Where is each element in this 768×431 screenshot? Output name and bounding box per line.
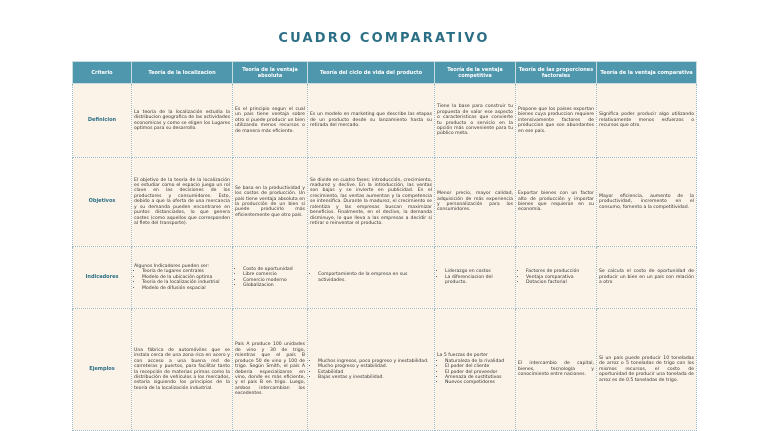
- cell-intro: La 5 fuerzas de porter: [437, 353, 488, 359]
- table-cell: [233, 158, 308, 247]
- table-cell: [435, 247, 516, 309]
- cell-text: Es un modelo en marketing que describe las etapas de un producto desde su lanzamiento hasta su retirada del mercado.: [310, 112, 432, 129]
- cell-text: Se calcula el costo de oportunidad de producir un bien en un país con relación a otro: [599, 269, 694, 286]
- list-item: • Liderazgo en costos: [445, 269, 513, 274]
- table-cell: [516, 247, 597, 309]
- header-localizacion: Teoría de la localizacion: [132, 62, 233, 84]
- table-row: [73, 309, 697, 431]
- list-item: • Globalizacion: [243, 283, 305, 288]
- table-cell: [597, 84, 697, 158]
- bullet-list: [518, 269, 594, 285]
- list-item: • Teoria de la localización industrial: [142, 280, 230, 285]
- table-cell: [435, 309, 516, 431]
- bullet-list: [310, 272, 432, 283]
- cell-text: Significa poder producir algo utilizando relativamente menos esfuerzos o recursos que otro.: [599, 112, 694, 129]
- cell-text: Se basa en la productividad y los costos de producción. Un país tiene ventaja absoluta en la producción de un bien si puede producirlo más eficientemente que otro país.: [235, 185, 305, 218]
- list-item: • Dotacion factorial: [526, 280, 594, 285]
- criterion-cell: Objetivos: [73, 158, 132, 247]
- criterion-cell: Indicadores: [73, 247, 132, 309]
- cell-text: Exportar bienes con un factor alto de producción y importar bienes que requieran en su economía.: [518, 191, 594, 213]
- bullet-list: [134, 269, 230, 291]
- cell-intro: Algunos Indicadores pueden ser:: [134, 263, 210, 269]
- cell-text: País A produce 100 unidades de vino y 30 de trigo, mientras que el país B produce 50 de vino y 100 de trigo. Según Smith, el país A debería especializarse en vino, donde es más eficiente, y el país B en trigo. Luego, ambos intercambian los excedentes.: [235, 342, 305, 397]
- list-item: • Ventaja comparativa: [526, 275, 594, 280]
- header-ventaja-absoluta: Teoría de la ventaja absoluta: [233, 62, 308, 84]
- header-ventaja-competitiva: Teoría de la ventaja competitiva: [435, 62, 516, 84]
- list-item: • Factores de producción: [526, 269, 594, 274]
- header-ventaja-comparativa: Teoría de la ventaja comparativa: [597, 62, 697, 84]
- table-row: [73, 247, 697, 309]
- table-row: [73, 84, 697, 158]
- header-criterio: Criterio: [73, 62, 132, 84]
- table-cell: [132, 84, 233, 158]
- table-cell: [132, 309, 233, 431]
- list-item: • Costo de oportunidad: [243, 267, 305, 272]
- table-header-row: [73, 62, 697, 84]
- bullet-list: [310, 359, 432, 381]
- table-cell: [435, 84, 516, 158]
- criterion-cell: Definicion: [73, 84, 132, 158]
- cell-text: Propone que los paises exportan bienes cuya produccion requiere intensivamente factores de produccion que son abundantes en ese pais.: [518, 106, 594, 134]
- bullet-list: [235, 267, 305, 289]
- table-cell: [308, 309, 435, 431]
- list-item: • La diferenciacion del producto.: [445, 275, 513, 286]
- cell-text: Se divide en cuatro fases: introducción, crecimiento, madurez y declive. En la introducción, las ventas son bajas y se invierte en publicidad. En el crecimiento, las ventas aumentan y la competencia se intensifica. Durante la madurez, el crecimiento se ralentiza y las empresas buscan maximizar beneficios. Finalmente, en el declive, la demanda disminuye, lo que lleva a las empresas a decidir si retirar o reinventar el producto.: [310, 177, 432, 226]
- table-cell: [597, 158, 697, 247]
- table-cell: [435, 158, 516, 247]
- list-item: • Muchos ingresos, poco progreso y inestabilidad.: [318, 359, 432, 364]
- table-cell: [132, 158, 233, 247]
- table-cell: [308, 158, 435, 247]
- table-cell: [597, 247, 697, 309]
- cell-text: Menor precio, mayor calidad, adquisición de más experiencia y personalización para los consumidores.: [437, 191, 513, 213]
- comparison-table: [72, 61, 697, 431]
- table-cell: [233, 247, 308, 309]
- page-title: CUADRO COMPARATIVO: [278, 31, 490, 46]
- list-item: • Amenaza de sustitutivos: [445, 375, 513, 380]
- list-item: • El poder del proveedor: [445, 370, 513, 375]
- table-cell: [308, 247, 435, 309]
- bullet-list: [437, 269, 513, 285]
- cell-text: La teoría de la localización estudia la distribucion geografica de las actividades economicas y como se eligen los Lugares optimos para su desarrollo.: [134, 109, 230, 131]
- list-item: • Modelo de difusión espacial: [142, 286, 230, 291]
- list-item: • Estabilidad: [318, 370, 432, 375]
- table-cell: [516, 309, 597, 431]
- list-item: • Comportamiento de la empresa en sus actividades.: [318, 272, 432, 283]
- list-item: • Teoría de lugares centrales: [142, 269, 230, 274]
- table-cell: [516, 158, 597, 247]
- cell-text: El objetivo de la teoría de la localización es estudiar como el espacio juega un rol clave en las decisiones de los productores y consumidores. Esto, debido a que la oferta de una mercancía y su demanda pueden encontrarse en puntos distanciados, lo que genera costes (como aquellos que corresponden al flete del transporte).: [134, 177, 230, 226]
- criterion-cell: Ejemplos: [73, 309, 132, 431]
- list-item: • Mucho progreso y estabilidad.: [318, 364, 432, 369]
- list-item: • El poder del cliente: [445, 364, 513, 369]
- list-item: • Naturaleza de la rivalidad: [445, 359, 513, 364]
- table-cell: [233, 309, 308, 431]
- list-item: • Libre comercio: [243, 272, 305, 277]
- cell-text: El intercambio de capital, bienes, tecnología y conocimiento entre naciones.: [518, 361, 594, 378]
- header-ciclo-vida: Teoría del ciclo de vida del producto: [308, 62, 435, 84]
- cell-text: Mayor eficiencia, aumento de la productividad, incremento en el consumo, fomento a la competitividad.: [599, 193, 694, 210]
- table-cell: [597, 309, 697, 431]
- table-cell: [516, 84, 597, 158]
- table-cell: [308, 84, 435, 158]
- table-row: [73, 158, 697, 247]
- cell-text: Es el principio segun el cual un pais tiene ventaja sobre otro si puede producir un bien utilizando menos recursos o de manera más eficiente.: [235, 106, 305, 134]
- list-item: • Bajas ventas y inestabilidad.: [318, 375, 432, 380]
- cell-text: Tiene la base para construir tu propuesta de valor ese aspecto o caracteristicas que convierte tu producto o servicio en la opción más conveniente para tu público meta.: [437, 104, 513, 137]
- cell-text: Si un país puede producir 10 toneladas de arroz o 5 toneladas de trigo con los mismos recursos, el costo de oportunidad de producir una tonelada de arroz es de 0.5 toneladas de trigo.: [599, 355, 694, 383]
- table-cell: [233, 84, 308, 158]
- table-cell: [132, 247, 233, 309]
- list-item: • Comercio moderno: [243, 278, 305, 283]
- cell-text: Una fábrica de automóviles que se instala cerca de una zona rica en acero y con acceso a una buena red de carreteras y puertos, para facilitar tanto la recepción de materias primas como la distribución de vehículos a los mercados, estaría siguiendo los principios de la teoría de la localización industrial.: [134, 347, 230, 391]
- list-item: • Modelo de la ubicación optima: [142, 275, 230, 280]
- bullet-list: [437, 359, 513, 386]
- header-proporciones-factorales: Teoría de las proporciones factorales: [516, 62, 597, 84]
- list-item: • Nuevos competidores: [445, 380, 513, 385]
